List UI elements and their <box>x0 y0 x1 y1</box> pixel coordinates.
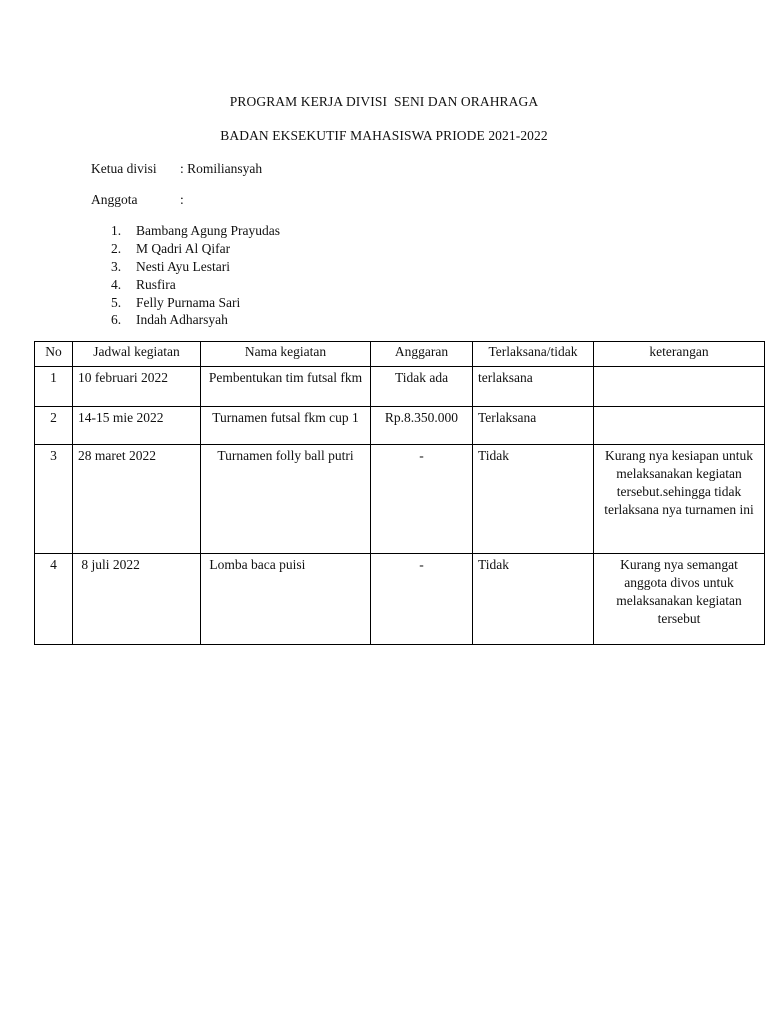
document-subtitle: BADAN EKSEKUTIF MAHASISWA PRIODE 2021-2022 <box>220 128 548 143</box>
anggota-label: Anggota <box>91 192 138 207</box>
member-name: Indah Adharsyah <box>136 312 228 328</box>
header-anggaran: Anggaran <box>371 342 473 367</box>
cell-keterangan <box>594 367 765 407</box>
cell-status: Tidak <box>473 554 594 645</box>
cell-no: 4 <box>35 554 73 645</box>
table-row <box>35 445 765 554</box>
cell-jadwal: 14-15 mie 2022 <box>73 407 201 445</box>
cell-anggaran: - <box>371 554 473 645</box>
header-keterangan: keterangan <box>594 342 765 367</box>
cell-nama: Pembentukan tim futsal fkm <box>201 367 371 407</box>
member-name: Nesti Ayu Lestari <box>136 258 230 274</box>
list-item: 2. M Qadri Al Qifar <box>111 240 231 256</box>
member-name: Bambang Agung Prayudas <box>136 223 280 238</box>
cell-status: terlaksana <box>473 367 594 407</box>
header-no: No <box>35 342 73 367</box>
program-table <box>34 341 765 645</box>
member-list <box>111 222 280 329</box>
cell-no: 3 <box>35 445 73 554</box>
ketua-divisi-row <box>91 161 262 177</box>
cell-jadwal: 10 februari 2022 <box>73 367 201 407</box>
cell-no: 1 <box>35 367 73 407</box>
ketua-divisi-label: Ketua divisi <box>91 161 157 176</box>
cell-keterangan: Kurang nya kesiapan untuk melaksanakan kegiatan tersebut.sehingga tidak terlaksana nya turnamen ini <box>594 445 765 554</box>
header-nama: Nama kegiatan <box>201 342 371 367</box>
member-name: Rusfira <box>136 276 176 292</box>
table-row <box>35 554 765 645</box>
table-row <box>35 407 765 445</box>
ketua-divisi-value: : Romiliansyah <box>180 161 263 176</box>
cell-nama: Turnamen futsal fkm cup 1 <box>201 407 371 445</box>
cell-nama: Turnamen folly ball putri <box>201 445 371 554</box>
cell-jadwal: 8 juli 2022 <box>73 554 201 645</box>
list-item: 1. Bambang Agung Prayudas <box>111 223 280 238</box>
cell-nama: Lomba baca puisi <box>201 554 371 645</box>
cell-anggaran: Tidak ada <box>371 367 473 407</box>
member-name: Felly Purnama Sari <box>136 294 241 310</box>
list-item: 6. Indah Adharsyah <box>111 312 228 328</box>
cell-status: Terlaksana <box>473 407 594 445</box>
anggota-row <box>91 192 184 208</box>
document-title: PROGRAM KERJA DIVISI SENI DAN ORAHRAGA <box>229 94 539 109</box>
header-jadwal: Jadwal kegiatan <box>73 342 201 367</box>
cell-no: 2 <box>35 407 73 445</box>
list-item: 4. Rusfira <box>111 276 176 292</box>
cell-anggaran: - <box>371 445 473 554</box>
header-terlaksana: Terlaksana/tidak <box>473 342 594 367</box>
list-item: 3. Nesti Ayu Lestari <box>111 258 230 274</box>
cell-keterangan <box>594 407 765 445</box>
anggota-value: : <box>180 192 184 207</box>
member-name: M Qadri Al Qifar <box>136 240 231 256</box>
table-row <box>35 367 765 407</box>
cell-keterangan: Kurang nya semangat anggota divos untuk melaksanakan kegiatan tersebut <box>594 554 765 645</box>
cell-status: Tidak <box>473 445 594 554</box>
cell-anggaran: Rp.8.350.000 <box>371 407 473 445</box>
table-header-row <box>35 342 765 367</box>
list-item: 5. Felly Purnama Sari <box>111 294 241 310</box>
cell-jadwal: 28 maret 2022 <box>73 445 201 554</box>
